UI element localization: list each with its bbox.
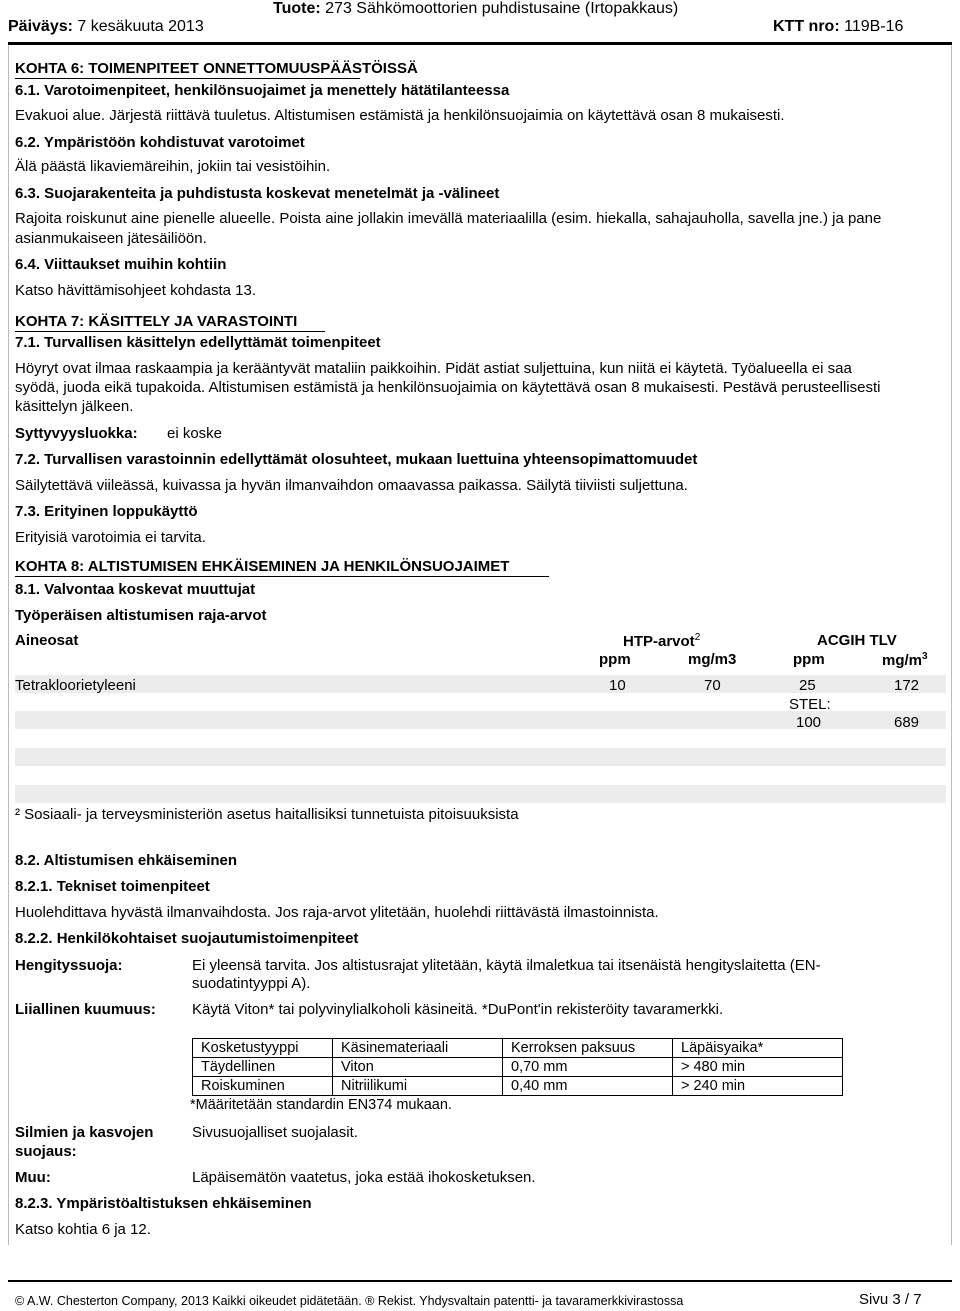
- table-cell: 0,70 mm: [503, 1058, 673, 1077]
- sub-mgm3-acgih-exponent: 3: [922, 651, 928, 662]
- row-htp-ppm: 10: [609, 677, 626, 694]
- header-date: [8, 18, 204, 36]
- s73-text: Erityisiä varotoimia ei tarvita.: [15, 529, 206, 546]
- resp-text-2: suodatintyyppi A).: [192, 975, 311, 992]
- other-label: Muu:: [15, 1169, 51, 1186]
- s821-heading: 8.2.1. Tekniset toimenpiteet: [15, 878, 210, 895]
- frame-left: [8, 45, 9, 1245]
- s71-text-3: käsittelyn jälkeen.: [15, 398, 134, 415]
- eye-label-2: suojaus:: [15, 1143, 77, 1160]
- date-label: Päiväys:: [8, 18, 73, 35]
- product-label: Tuote:: [273, 0, 321, 17]
- glove-header-row: [193, 1039, 843, 1058]
- s63-text-2: asianmukaiseen jätesäiliöön.: [15, 230, 207, 247]
- table-cell: Nitriilikumi: [333, 1077, 503, 1096]
- s82-heading: 8.2. Altistumisen ehkäiseminen: [15, 852, 238, 869]
- table-cell: Täydellinen: [193, 1058, 333, 1077]
- table-cell: > 480 min: [673, 1058, 843, 1077]
- s63-text-1: Rajoita roiskunut aine pienelle alueelle. Poista aine jollakin imevällä materiaalilla (esim. hiekalla, sahajauholla, savella jne.) ja pane: [15, 210, 882, 227]
- footnote: ² Sosiaali- ja terveysministeriön asetus haitallisiksi tunnetuista pitoisuuksista: [15, 806, 519, 823]
- glove-header-cell: Käsinemateriaali: [333, 1039, 503, 1058]
- section7-underline: [15, 331, 325, 332]
- s61-text: Evakuoi alue. Järjestä riittävä tuuletus. Altistumisen estämistä ja henkilönsuojaimia on käytettävä osan 8 mukaisesti.: [15, 107, 785, 124]
- s72-text: Säilytettävä viileässä, kuivassa ja hyvän ilmanvaihdon omaavassa paikassa. Säilytä tiiviisti suljettuna.: [15, 477, 688, 494]
- flammability-value: ei koske: [167, 425, 223, 442]
- s73-heading: 7.3. Erityinen loppukäyttö: [15, 503, 198, 520]
- s64-text: Katso hävittämisohjeet kohdasta 13.: [15, 282, 256, 299]
- glove-header-cell: Kerroksen paksuus: [503, 1039, 673, 1058]
- table-row-bg: [15, 785, 946, 803]
- product-value: 273 Sähkömoottorien puhdistusaine (Irtopakkaus): [325, 0, 679, 17]
- footer-rule: [8, 1280, 952, 1282]
- row-stel-label: STEL:: [789, 696, 831, 713]
- col-htp-footnote-mark: 2: [694, 632, 701, 643]
- glove-note: *Määritetään standardin EN374 mukaan.: [190, 1097, 452, 1113]
- s61-heading: 6.1. Varotoimenpiteet, henkilönsuojaimet ja menettely hätätilanteessa: [15, 82, 510, 99]
- table-cell: Roiskuminen: [193, 1077, 333, 1096]
- col-htp-label: HTP-arvot: [623, 633, 695, 650]
- section8-title: KOHTA 8: ALTISTUMISEN EHKÄISEMINEN JA HENKILÖNSUOJAIMET: [15, 558, 510, 575]
- s62-heading: 6.2. Ympäristöön kohdistuvat varotoimet: [15, 134, 305, 151]
- s62-text: Älä päästä likaviemäreihin, jokiin tai vesistöihin.: [15, 158, 331, 175]
- table-row: [193, 1058, 843, 1077]
- resp-text-1: Ei yleensä tarvita. Jos altistusrajat ylitetään, käytä ilmaletkua tai itsenäistä hengityslaitetta (EN-: [192, 957, 821, 974]
- sub-ppm-acgih: ppm: [793, 651, 825, 668]
- s81-heading: 8.1. Valvontaa koskevat muuttujat: [15, 581, 256, 598]
- glove-header-cell: Läpäisyaika*: [673, 1039, 843, 1058]
- header-ktt: [773, 18, 903, 36]
- other-text: Läpäisemätön vaatetus, joka estää ihokosketuksen.: [192, 1169, 536, 1186]
- footer-copyright: © A.W. Chesterton Company, 2013 Kaikki oikeudet pidätetään. ® Rekist. Yhdysvaltain patentti- ja tavaramerkkivirastossa: [15, 1294, 684, 1308]
- eye-label-1: Silmien ja kasvojen: [15, 1124, 154, 1141]
- sub-mgm3-htp: mg/m3: [688, 651, 737, 668]
- skin-label: Liiallinen kuumuus:: [15, 1001, 156, 1018]
- sub-mgm3-acgih-unit: mg/m: [882, 652, 923, 669]
- row-substance: Tetrakloorietyleeni: [15, 677, 136, 694]
- s71-heading: 7.1. Turvallisen käsittelyn edellyttämät toimenpiteet: [15, 334, 381, 351]
- eye-text: Sivusuojalliset suojalasit.: [192, 1124, 358, 1141]
- table-cell: 0,40 mm: [503, 1077, 673, 1096]
- header-rule: [8, 42, 952, 45]
- flammability-label: Syttyvyysluokka:: [15, 425, 138, 442]
- sub-mgm3-acgih: [882, 651, 928, 669]
- s823-text: Katso kohtia 6 ja 12.: [15, 1221, 151, 1238]
- row-tlv-ppm: 25: [799, 677, 816, 694]
- s72-heading: 7.2. Turvallisen varastoinnin edellyttämät olosuhteet, mukaan luettuina yhteensopimattomuudet: [15, 451, 698, 468]
- col-acgih: ACGIH TLV: [817, 632, 897, 649]
- section6-underline: [15, 78, 360, 79]
- glove-table: [192, 1038, 843, 1096]
- frame-right: [951, 45, 952, 1245]
- s64-heading: 6.4. Viittaukset muihin kohtiin: [15, 256, 227, 273]
- row-stel-ppm: 100: [796, 714, 822, 731]
- s63-heading: 6.3. Suojarakenteita ja puhdistusta koskevat menetelmät ja -välineet: [15, 185, 500, 202]
- table-row-bg: [15, 748, 946, 766]
- sub-ppm-htp: ppm: [599, 651, 631, 668]
- footer-page: Sivu 3 / 7: [859, 1291, 922, 1308]
- date-value: 7 kesäkuuta 2013: [77, 18, 204, 35]
- ktt-label: KTT nro:: [773, 18, 840, 35]
- table-row: [193, 1077, 843, 1096]
- s822-heading: 8.2.2. Henkilökohtaiset suojautumistoimenpiteet: [15, 930, 359, 947]
- row-stel-mg: 689: [894, 714, 920, 731]
- section7-title: KOHTA 7: KÄSITTELY JA VARASTOINTI: [15, 313, 298, 330]
- resp-label: Hengityssuoja:: [15, 957, 123, 974]
- header-product: [273, 0, 678, 18]
- col-substance: Aineosat: [15, 632, 79, 649]
- section6-title: KOHTA 6: TOIMENPITEET ONNETTOMUUSPÄÄSTÖISSÄ: [15, 60, 418, 77]
- col-htp: [623, 632, 700, 650]
- s823-heading: 8.2.3. Ympäristöaltistuksen ehkäiseminen: [15, 1195, 312, 1212]
- ktt-value: 119B-16: [844, 18, 904, 35]
- limits-title: Työperäisen altistumisen raja-arvot: [15, 607, 267, 624]
- s71-text-1: Höyryt ovat ilmaa raskaampia ja kerääntyvät mataliin paikkoihin. Pidät astiat suljettuina, kun niitä ei käytetä. Työalueella ei saa: [15, 360, 852, 377]
- row-tlv-mg: 172: [894, 677, 920, 694]
- table-cell: > 240 min: [673, 1077, 843, 1096]
- section8-underline: [15, 576, 549, 577]
- glove-header-cell: Kosketustyyppi: [193, 1039, 333, 1058]
- table-cell: Viton: [333, 1058, 503, 1077]
- skin-text: Käytä Viton* tai polyvinylialkoholi käsineitä. *DuPont'in rekisteröity tavaramerkki.: [192, 1001, 724, 1018]
- s71-text-2: syödä, juoda eikä tupakoida. Altistumisen estämistä ja henkilönsuojaimia on käytettävä osan 8 mukaisesti. Pestävä perusteellisesti: [15, 379, 881, 396]
- s821-text: Huolehdittava hyvästä ilmanvaihdosta. Jos raja-arvot ylitetään, huolehdi riittävästä ilmastoinnista.: [15, 904, 659, 921]
- row-htp-mg: 70: [704, 677, 721, 694]
